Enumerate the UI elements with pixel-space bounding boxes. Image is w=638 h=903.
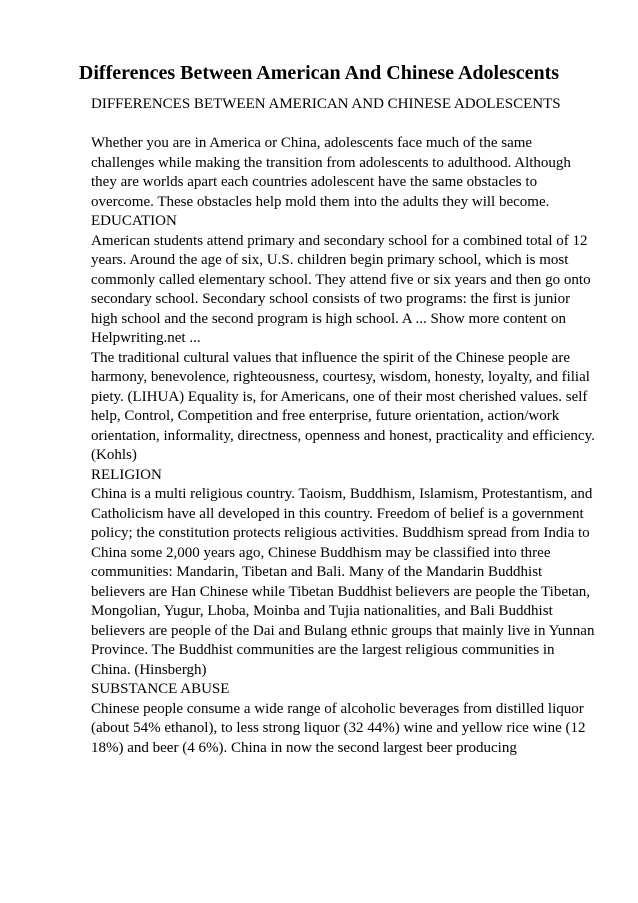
section-heading-education: EDUCATION — [91, 213, 177, 229]
document-subtitle: DIFFERENCES BETWEEN AMERICAN AND CHINESE ADOLESCENTS — [91, 96, 561, 112]
intro-paragraph: Whether you are in America or China, adolescents face much of the same challenges while making the transition from adolescents to adulthood. Although they are worlds apart each countries adolescent have the same obstacles to overcome. These obstacles help mold them into the adults they will become. — [91, 135, 571, 210]
paragraph-spacer — [91, 115, 596, 135]
substance-abuse-paragraph: Chinese people consume a wide range of alcoholic beverages from distilled liquor (about 54% ethanol), to less strong liquor (32 44%) wine and yellow rice wine (12 18%) and beer (4 6%). China in now the second largest beer producing — [91, 700, 586, 756]
document-title: Differences Between American And Chinese Adolescents — [78, 62, 560, 84]
education-paragraph-2: The traditional cultural values that influence the spirit of the Chinese people are harmony, benevolence, righteousness, courtesy, wisdom, honesty, loyalty, and filial piety. (LIHUA) Equality is, for Americans, one of their most cherished values. self help, Control, Competition and free enterprise, future orientation, action/work orientation, informality, directness, openness and honest, practicality and efficiency. (Kohls) — [91, 349, 595, 463]
religion-paragraph: China is a multi religious country. Taoism, Buddhism, Islamism, Protestantism, and Catholicism have all developed in this country. Freedom of belief is a government policy; the constitution protects religious activities. Buddhism spread from India to China some 2,000 years ago, Chinese Buddhism may be classified into three communities: Mandarin, Tibetan and Bali. Many of the Mandarin Buddhist believers are Han Chinese while Tibetan Buddhist believers are people the Tibetan, Mongolian, Yugur, Lhoba, Moinba and Tujia nationalities, and Bali Buddhist believers are people of the Dai and Bulang ethnic groups that mainly live in Yunnan Province. The Buddhist communities are the largest religious communities in China. (Hinsbergh) — [91, 486, 595, 678]
section-heading-religion: RELIGION — [91, 466, 162, 483]
document-body — [91, 95, 596, 758]
section-heading-substance-abuse: SUBSTANCE ABUSE — [91, 681, 230, 697]
education-paragraph-1: American students attend primary and secondary school for a combined total of 12 years. Around the age of six, U.S. children begin primary school, which is most commonly called elementary school. They attend five or six years and then go onto secondary school. Secondary school consists of two programs: the first is junior high school and the second program is high school. A ... Show more content on Helpwriting.net ... — [91, 232, 591, 346]
